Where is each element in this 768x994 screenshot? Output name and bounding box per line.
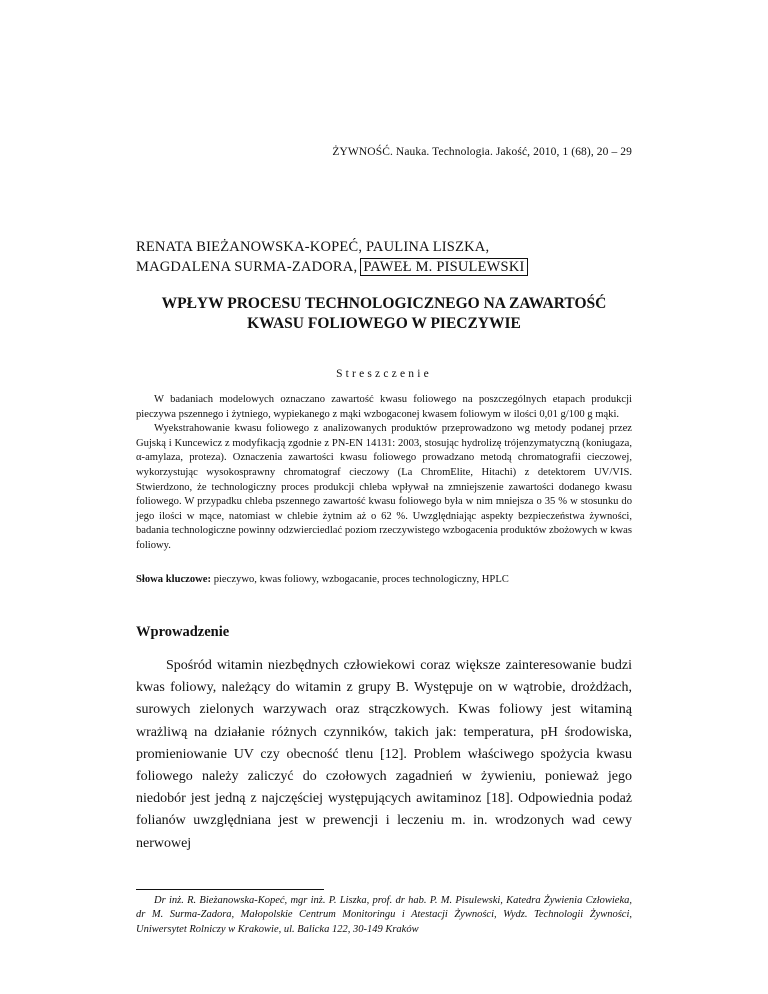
author-line-2 <box>136 257 656 277</box>
running-head: ŻYWNOŚĆ. Nauka. Technologia. Jakość, 2010, 1 (68), 20 – 29 <box>332 146 632 158</box>
abstract-paragraph-1: W badaniach modelowych oznaczano zawartość kwasu foliowego na poszczególnych etapach produkcji pieczywa pszennego i żytniego, wypiekanego z mąki wzbogaconej kwasem foliowym w ilości 0,01 g/100 g mąki. <box>136 394 632 420</box>
author-list <box>136 237 656 277</box>
abstract <box>136 393 632 554</box>
author-name-boxed: PAWEŁ M. PISULEWSKI <box>360 258 527 276</box>
author-affiliation-footnote: Dr inż. R. Bieżanowska-Kopeć, mgr inż. P. Liszka, prof. dr hab. P. M. Pisulewski, Katedra Żywienia Człowieka, dr M. Surma-Zadora, Małopolskie Centrum Monitoringu i Atestacji Żywności, Wydz. Technologii Żywności, Uniwersytet Rolniczy w Krakowie, ul. Balicka 122, 30-149 Kraków <box>136 895 632 935</box>
author-names-plain: MAGDALENA SURMA-ZADORA, <box>136 259 358 275</box>
article-title <box>136 294 632 334</box>
title-line-1: WPŁYW PROCESU TECHNOLOGICZNEGO NA ZAWARTOŚĆ <box>161 295 607 312</box>
body-text <box>136 655 632 855</box>
body-paragraph: Spośród witamin niezbędnych człowiekowi coraz większe zainteresowanie budzi kwas foliowy, należący do witamin z grupy B. Występuje on w wątrobie, drożdżach, surowych zielonych warzywach oraz strączkowych. Kwas foliowy jest witaminą wrażliwą na działanie różnych czynników, takich jak: temperatura, pH środowiska, promieniowanie UV czy obecność tlenu [12]. Problem właściwego spożycia kwasu foliowego należy zaliczyć do czołowych zagadnień w żywieniu, ponieważ jego niedobór jest jedną z najczęściej występujących awitaminoz [18]. Odpowiednia podaż folianów uwzględniana jest w prewencji i leczeniu m. in. wrodzonych wad cewy nerwowej <box>136 658 632 851</box>
keywords-text: pieczywo, kwas foliowy, wzbogacanie, proces technologiczny, HPLC <box>211 574 509 585</box>
abstract-paragraph-2: Wyekstrahowanie kwasu foliowego z analizowanych produktów przeprowadzono wg metody podanej przez Gujską i Kuncewicz z modyfikacją zgodnie z PN-EN 14131: 2003, stosując hydrolizę trójenzymatyczną (koniugaza, α-amylaza, proteza). Oznaczenia zawartości kwasu foliowego prowadzano metodą chromatografii cieczowej, wykorzystując wysokosprawny chromatograf cieczowy (La ChromElite, Hitachi) z detektorem UV/VIS. Stwierdzono, że technologiczny proces produkcji chleba wpływał na zmniejszenie zawartości dodanego kwasu foliowego. W przypadku chleba pszennego zawartość kwasu foliowego była w nim mniejsza o 35 % w stosunku do jego ilości w mące, natomiast w chlebie żytnim aż o 62 %. Uwzględniając aspekty bezpieczeństwa żywności, badania technologiczne powinny odzwierciedlać poziom rzeczywistego wzbogacenia produktów zbożowych w kwas foliowy. <box>136 423 632 551</box>
section-heading: Wprowadzenie <box>136 624 230 640</box>
abstract-heading: Streszczenie <box>336 368 432 380</box>
keywords <box>136 573 632 587</box>
footnote-divider <box>136 889 324 890</box>
keywords-label: Słowa kluczowe: <box>136 574 212 585</box>
author-line-1: RENATA BIEŻANOWSKA-KOPEĆ, PAULINA LISZKA, <box>136 239 490 255</box>
title-line-2: KWASU FOLIOWEGO W PIECZYWIE <box>247 315 521 332</box>
